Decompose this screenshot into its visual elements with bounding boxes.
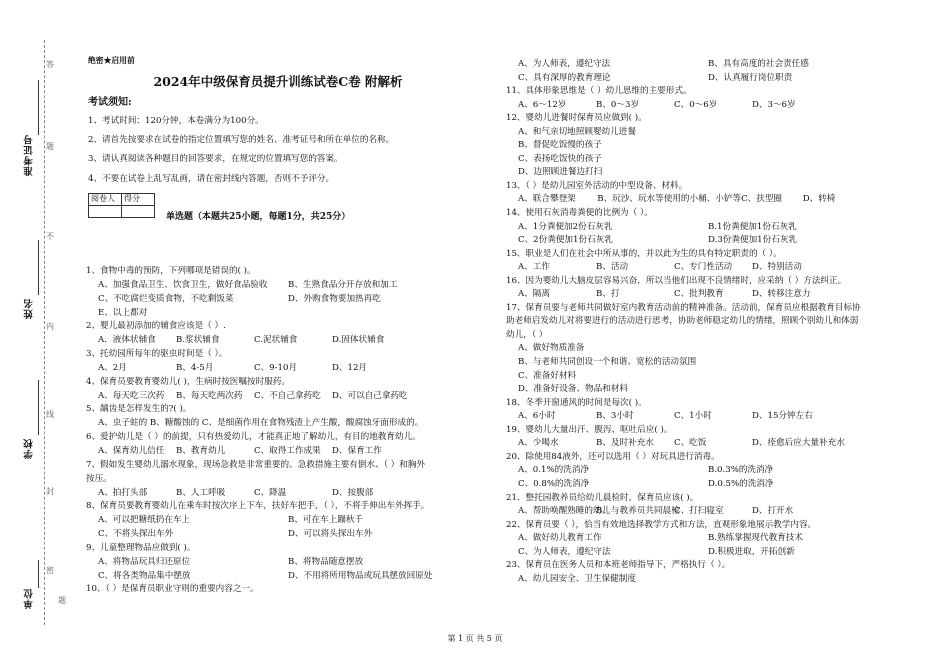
answer-option: D、打开水: [752, 506, 794, 517]
answer-option: B.1份粪便加1份石灰乳: [708, 221, 797, 232]
option-row: [506, 505, 926, 519]
option-row: [86, 334, 506, 348]
answer-option: B、活动: [596, 262, 629, 273]
seal-mark: 题: [46, 142, 54, 151]
answer-option: C、不吃腐烂变质食物，不吃剩饭菜: [98, 293, 234, 304]
question-stem: 15、职业是人们在社会中所从事的，并以此为生的具有特定职责的（ ）。: [506, 248, 782, 259]
page-footer: 第 1 页 共 5 页: [447, 634, 503, 643]
answer-option: D、认真履行岗位职责: [708, 72, 793, 83]
option-row: [86, 445, 506, 459]
question-stem: 20、除使用84液外，还可以选用（ ）对玩具进行消毒。: [506, 451, 720, 462]
question-stem: 12、婴幼儿进餐时保育员应做到( )。: [506, 113, 647, 124]
answer-option: A、拍打头部: [98, 487, 148, 498]
question-stem: 21、整托园教养员给幼儿晨检时，保育员应该( )。: [506, 492, 699, 503]
exam-number-line: [38, 80, 39, 135]
school-label: 学校: [24, 438, 35, 459]
answer-option: D、不用将所用物品或玩具摆放回原处: [288, 570, 433, 581]
answer-option: D.积极进取，开拓创新: [708, 546, 795, 557]
answer-option: D、15分钟左右: [752, 411, 813, 422]
secret-mark: 绝密★启用前: [88, 56, 135, 65]
answer-option: D、边照顾进餐边打扫: [518, 167, 603, 178]
answer-option: E、以上都对: [98, 307, 148, 318]
option-row: [86, 570, 506, 584]
question-stem: 23、保育员在医务人员和本班老师指导下，严格执行（ ）。: [506, 560, 731, 571]
answer-option: C、取得工作成果: [254, 445, 321, 456]
question-stem: 14、使用石灰消毒粪便的比例为（ ）。: [506, 208, 653, 219]
answer-option: A、0.1%的洗消净: [518, 465, 590, 476]
answer-option: B.浆状辅食: [176, 335, 220, 346]
answer-option: B.0.3%的洗消净: [708, 465, 774, 476]
answer-option: C、降温: [254, 487, 287, 498]
answer-option: A、帮助唤醒熟睡的幼儿: [518, 506, 611, 517]
answer-option: C、准备好材料: [518, 370, 577, 381]
question-stem: 9、儿童整理物品应做到( )。: [86, 542, 196, 553]
option-row: [506, 261, 926, 275]
option-row: [506, 221, 926, 235]
option-row: [506, 546, 926, 560]
answer-option: A、少喝水: [518, 438, 559, 449]
option-row: [506, 99, 926, 113]
option-row: [506, 437, 926, 451]
answer-option: B、具有高度的社会责任感: [708, 59, 809, 69]
option-row: [506, 464, 926, 478]
answer-option: C、扶型圈: [741, 194, 783, 205]
name-line: [38, 240, 39, 295]
left-questions: [86, 265, 506, 597]
answer-option: C、不自己拿药吃: [254, 390, 321, 401]
question-stem: 19、婴幼儿大量出汗、腹泻、呕吐后应( )。: [506, 424, 673, 435]
answer-option: C、打扫寝室: [674, 506, 724, 517]
option-row: [506, 410, 926, 424]
answer-option: B、生熟食品分开存放和加工: [288, 279, 398, 290]
answer-option: D.3份粪便加1份石灰乳: [708, 235, 798, 246]
grader-blank[interactable]: [89, 205, 122, 217]
notice-item: 4、不要在试卷上乱写乱画，请在密封线内答题，否则不予评分。: [88, 173, 335, 184]
score-cell: 得分: [122, 193, 155, 205]
option-row: [506, 478, 926, 492]
notice-list: [88, 116, 508, 184]
question-stem: 13、（ ）是幼儿园室外活动的中型设备、材料。: [506, 180, 688, 191]
answer-option: B、将物品随意摆放: [288, 556, 364, 567]
answer-option: A、6～12岁: [518, 99, 567, 110]
answer-option: D、特别活动: [752, 262, 802, 273]
seal-mark: 线: [46, 410, 54, 419]
answer-option: A、和气亲切地照顾婴幼儿进餐: [518, 126, 636, 137]
answer-option: C、1小时: [674, 411, 712, 422]
seal-line: [44, 40, 45, 625]
answer-option: A、每天吃三次药: [98, 390, 165, 401]
unit-line: [38, 560, 39, 588]
score-table: [88, 193, 155, 218]
answer-option: D.0.5%的洗消净: [708, 478, 774, 489]
answer-option: C、具有深厚的教育理论: [518, 72, 611, 83]
answer-option: D、3～6岁: [752, 99, 796, 110]
answer-option: B、打: [596, 289, 620, 300]
question-stem: 6、爱护幼儿是（ ）的前提，只有热爱幼儿，才能真正地了解幼儿，有目的地教育幼儿。: [86, 432, 421, 443]
school-line: [38, 380, 39, 435]
answer-option: D、可以将头探出车外: [288, 529, 373, 540]
answer-option: C、吃饭: [674, 438, 707, 449]
question-stem: 7、假如发生婴幼儿溺水现象，现场急救是非常重要的。急救措施主要有倒水、（ ）和胸外: [86, 459, 426, 470]
score-blank[interactable]: [122, 205, 155, 217]
question-stem: 10、（ ）是保育员职业守则的重要内容之一。: [86, 584, 259, 595]
answer-option: B、督促吃饭慢的孩子: [518, 140, 602, 151]
option-row: [86, 293, 506, 307]
answer-option: C、9-10月: [254, 362, 298, 373]
answer-option: C、专门性活动: [674, 262, 733, 273]
question-stem: 3、托幼园所每年的驱虫时间是（ ）。: [86, 349, 228, 360]
answer-option: A、可以把糖纸扔在车上: [98, 515, 191, 526]
seal-mark: 题: [58, 596, 66, 605]
name-label: 姓名: [24, 298, 35, 319]
option-row: [86, 528, 506, 542]
left-column: [88, 56, 508, 218]
option-row: [506, 72, 926, 86]
answer-option: A、为人师表，遵纪守法: [518, 59, 611, 69]
answer-option: D、准备好设备、物品和材料: [518, 384, 629, 395]
answer-option: C、2份粪便加1份石灰乳: [518, 235, 613, 246]
option-row: [506, 532, 926, 546]
seal-mark: 不: [46, 232, 54, 241]
answer-option: C、为人师表，遵纪守法: [518, 546, 611, 557]
answer-option: B.熟练掌握现代教育技术: [708, 533, 803, 544]
answer-option: B、每天吃两次药: [176, 390, 243, 401]
answer-option: B、人工呼吸: [176, 487, 226, 498]
option-row: [86, 514, 506, 528]
question-stem: 幼儿，（ ）: [506, 329, 548, 340]
option-row: [86, 279, 506, 293]
option-row: [86, 362, 506, 376]
answer-option: C、不将头探出车外: [98, 529, 174, 540]
notice-item: 2、请首先按要求在试卷的指定位置填写您的姓名、准考证号和所在单位的名称。: [88, 135, 395, 146]
section-title-text: 单选题（本题共25小题，每题1分，共25分）: [166, 212, 351, 222]
answer-option: A、2月: [98, 362, 127, 373]
question-stem: 1、食物中毒的预防，下列哪项是错误的( )。: [86, 266, 256, 276]
notice-heading: 考试须知:: [88, 97, 132, 109]
question-stem: 8、保育员要教育婴幼儿在乘车时按次序上下车，扶好车把手，（ ），不将手伸出车外挥手。: [86, 501, 430, 512]
question-stem: 16、因为婴幼儿大脑皮层容易兴奋，所以当他们出现不良情绪时，应采纳（ ）方法纠正。: [506, 275, 847, 286]
answer-option: C.泥状辅食: [254, 335, 298, 346]
answer-option: C、0～6岁: [674, 99, 718, 110]
answer-option: B、4-5月: [176, 362, 214, 373]
option-row: [506, 234, 926, 248]
answer-option: A、工作: [518, 262, 550, 273]
option-row: [86, 390, 506, 404]
seal-mark: 内: [46, 322, 54, 331]
answer-option: D、可以自己拿药吃: [332, 390, 408, 401]
question-stem: 按压。: [86, 473, 112, 484]
answer-option: A、加强食品卫生、饮食卫生，做好食品验收: [98, 279, 268, 290]
answer-option: D、保育工作: [332, 445, 382, 456]
answer-option: B、0～3岁: [596, 99, 640, 110]
seal-mark: 答: [46, 60, 54, 69]
answer-option: D、按腹部: [332, 487, 374, 498]
answer-option: A、1分粪便加2份石灰乳: [518, 221, 613, 232]
option-row: [86, 556, 506, 570]
answer-option: A、联合攀登架: [518, 194, 576, 205]
notice-item: 1、考试时间：120分钟，本卷满分为100分。: [88, 115, 264, 126]
page-title: 2024年中级保育员提升训练试卷C卷 附解析: [153, 73, 403, 89]
question-stem: 18、冬季开窗通风的时间是每次( )。: [506, 397, 647, 408]
seal-mark: 密: [46, 566, 54, 575]
answer-option: B、3小时: [596, 411, 634, 422]
answer-option: D.固体状辅食: [332, 335, 385, 346]
answer-option: D、痊愈后应大量补充水: [752, 438, 845, 449]
option-row: [506, 193, 926, 207]
answer-option: C、将各类物品集中摆放: [98, 570, 191, 581]
answer-option: D、外购食物要加热再吃: [288, 293, 381, 304]
answer-option: A、虫子蛀的 B、糖酸蚀的 C、是细菌作用在食物残渣上产生酸，酸腐蚀牙面形成的。: [98, 418, 424, 429]
answer-option: D、12月: [332, 362, 368, 373]
option-row: [506, 58, 926, 72]
question-stem: 助老师启发幼儿对将要进行的活动进行思考，协助老师稳定幼儿的情绪，照顾个别幼儿和体弱: [506, 316, 859, 327]
question-stem: 11、具体形象思维是（ ）幼儿思维的主要形式。: [506, 86, 692, 97]
question-stem: 22、保育员要（ ），恰当有效地选择教学方式和方法，直观形象地展示教学内容。: [506, 519, 817, 530]
question-stem: 17、保育员要与老师共同做好室内教育活动前的精神准备。活动前，保育员应根据教育目标协: [506, 302, 861, 313]
answer-option: A、将物品玩具归还原位: [98, 556, 191, 567]
answer-option: A、隔离: [518, 289, 550, 300]
option-row: [86, 487, 506, 501]
answer-option: A、6小时: [518, 411, 556, 422]
answer-option: A、保育幼儿信任: [98, 445, 165, 456]
grader-cell: 阅卷人: [89, 193, 122, 205]
answer-option: B、可在车上蹦秋千: [288, 515, 364, 526]
answer-option: C、0.8%的洗消净: [518, 478, 590, 489]
option-row: [506, 288, 926, 302]
answer-option: D、转椅: [802, 194, 836, 205]
answer-option: B、玩沙、玩水等使用的小桶、小铲等: [597, 194, 742, 205]
answer-option: D、转移注意力: [752, 289, 811, 300]
answer-option: B、教育幼儿: [176, 445, 226, 456]
answer-option: A、幼儿园安全、卫生保健制度: [518, 573, 636, 584]
answer-option: B、与老师共同创设一个和谐、宽松的活动氛围: [518, 357, 697, 368]
answer-option: A、做好物质准备: [518, 343, 585, 354]
right-questions: [506, 58, 926, 586]
answer-option: A．液体状辅食: [98, 335, 156, 346]
question-stem: 2、婴儿最初添加的辅食应该是（ ）.: [86, 321, 226, 332]
unit-label: 单位: [24, 588, 35, 609]
answer-option: B、与教养员共同晨检: [596, 506, 680, 517]
exam-number-label: 准考证号: [24, 134, 35, 176]
answer-option: B、及时补充水: [596, 438, 654, 449]
seal-mark: 封: [46, 487, 54, 496]
section-title: [166, 212, 350, 223]
answer-option: C、批判教育: [674, 289, 724, 300]
question-stem: 5、龋齿是怎样发生的?( )。: [86, 404, 192, 415]
notice-item: 3、请认真阅读各种题目的回答要求，在规定的位置填写您的答案。: [88, 154, 343, 165]
answer-option: C、表扬吃饭快的孩子: [518, 153, 602, 164]
answer-option: A、做好幼儿教育工作: [518, 533, 602, 544]
question-stem: 4、保育员要教育婴幼儿( )，生病时按医嘱按时服药。: [86, 376, 290, 387]
